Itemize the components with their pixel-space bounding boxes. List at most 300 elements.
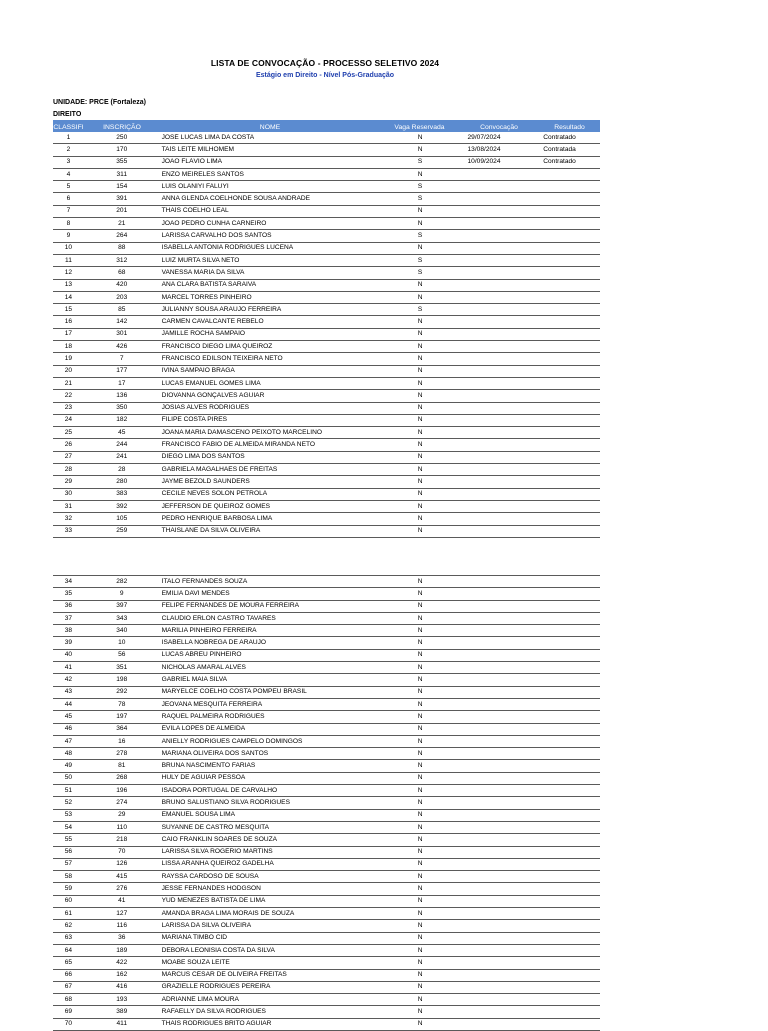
table-row <box>53 452 600 464</box>
cell-inscricao: 343 <box>116 614 128 622</box>
cell-inscricao: 311 <box>116 170 127 178</box>
cell-vaga: S <box>417 158 423 166</box>
cell-vaga: N <box>417 219 423 227</box>
cell-vaga: N <box>417 502 423 510</box>
cell-inscricao: 36 <box>118 934 126 942</box>
table-row <box>53 157 600 169</box>
table-row <box>53 439 600 451</box>
cell-nome: MOABE SOUZA LEITE <box>161 958 230 966</box>
cell-nome: JOSÉ LUCAS LIMA DA COSTA <box>161 133 255 141</box>
cell-inscricao: 16 <box>118 737 126 745</box>
cell-classif: 4 <box>66 170 71 178</box>
cell-nome: MARCEL TORRES PINHEIRO <box>161 293 252 301</box>
cell-inscricao: 70 <box>118 848 126 856</box>
cell-nome: GRAZIELLE RODRIGUES PEREIRA <box>161 983 271 991</box>
cell-classif: 5 <box>66 182 71 190</box>
cell-vaga: N <box>417 453 423 461</box>
table-row <box>53 834 600 846</box>
cell-inscricao: 170 <box>116 145 128 153</box>
table-row <box>53 489 600 501</box>
cell-nome: CECILE NEVES SOLON PETROLA <box>161 490 268 498</box>
document-subtitle: Estágio em Direito - Nível Pós-Graduação <box>255 72 395 79</box>
cell-inscricao: 350 <box>116 404 128 412</box>
cell-classif: 66 <box>64 971 73 979</box>
cell-classif: 47 <box>64 737 73 745</box>
cell-classif: 67 <box>64 983 73 991</box>
cell-vaga: N <box>417 354 423 362</box>
table-row <box>53 748 600 760</box>
cell-inscricao: 154 <box>116 182 128 190</box>
cell-inscricao: 110 <box>116 823 127 831</box>
cell-classif: 3 <box>66 158 71 166</box>
cell-nome: CLAUDIO ERLON CASTRO TAVARES <box>161 614 276 622</box>
table-row <box>53 699 600 711</box>
cell-nome: CARMEN CAVALCANTE REBELO <box>161 318 264 326</box>
table-row <box>53 366 600 378</box>
cell-nome: GABRIELA MAGALHÃES DE FREITAS <box>161 465 278 473</box>
cell-nome: LUCAS ABREU PINHEIRO <box>161 651 242 659</box>
cell-vaga: N <box>417 774 423 782</box>
cell-nome: LARISSA CARVALHO DOS SANTOS <box>161 232 272 240</box>
header-inscricao: INSCRIÇÃO <box>103 124 141 131</box>
table-row <box>53 724 600 736</box>
cell-vaga: N <box>417 958 423 966</box>
cell-nome: MARÍLIA PINHEIRO FERREIRA <box>161 626 257 634</box>
cell-inscricao: 198 <box>116 676 128 684</box>
table-row <box>53 760 600 772</box>
cell-inscricao: 29 <box>118 811 126 819</box>
cell-classif: 59 <box>64 885 73 893</box>
table-row <box>53 625 600 637</box>
cell-vaga: N <box>417 909 423 917</box>
cell-classif: 22 <box>64 391 73 399</box>
cell-inscricao: 312 <box>116 256 128 264</box>
cell-vaga: S <box>417 232 423 240</box>
cell-classif: 9 <box>66 232 71 240</box>
cell-inscricao: 218 <box>116 835 128 843</box>
cell-classif: 45 <box>64 712 73 720</box>
table-row <box>53 1019 600 1031</box>
table-row <box>53 206 600 218</box>
cell-nome: MARYELCE COELHO COSTA POMPEU BRASIL <box>161 688 307 696</box>
cell-vaga: S <box>417 268 423 276</box>
cell-classif: 34 <box>64 577 73 585</box>
table-row <box>53 736 600 748</box>
cell-classif: 58 <box>64 872 73 880</box>
table-row <box>53 230 600 242</box>
cell-inscricao: 276 <box>116 885 128 893</box>
table-row <box>53 378 600 390</box>
cell-nome: JULIANNY SOUSA ARAÚJO FERREIRA <box>161 305 282 313</box>
cell-classif: 65 <box>64 958 73 966</box>
cell-vaga: N <box>417 700 423 708</box>
cell-nome: ENZO MEIRELES SANTOS <box>161 170 244 178</box>
cell-classif: 15 <box>64 305 73 313</box>
cell-classif: 2 <box>66 145 71 153</box>
cell-classif: 42 <box>64 676 73 684</box>
cell-vaga: N <box>417 367 423 375</box>
cell-vaga: N <box>417 848 423 856</box>
cell-vaga: N <box>417 342 423 350</box>
table-row <box>53 785 600 797</box>
cell-vaga: N <box>417 614 423 622</box>
cell-classif: 30 <box>64 490 73 498</box>
cell-vaga: N <box>417 379 423 387</box>
cell-classif: 48 <box>64 749 73 757</box>
cell-nome: LARISSA DA SILVA OLIVEIRA <box>161 921 252 929</box>
cell-nome: LUIZ MURTA SILVA NETO <box>161 256 240 264</box>
cell-nome: DIEGO LIMA DOS SANTOS <box>161 453 245 461</box>
cell-nome: JOANA MARIA DAMASCENO PEIXOTO MARCELINO <box>161 428 322 436</box>
cell-inscricao: 411 <box>116 1020 127 1028</box>
cell-inscricao: 278 <box>116 749 128 757</box>
cell-vaga: N <box>417 749 423 757</box>
cell-inscricao: 201 <box>116 207 128 215</box>
table-row <box>53 1006 600 1018</box>
table-row <box>53 304 600 316</box>
cell-inscricao: 142 <box>116 318 128 326</box>
cell-inscricao: 422 <box>116 958 128 966</box>
cell-inscricao: 56 <box>118 651 126 659</box>
cell-inscricao: 127 <box>116 909 128 917</box>
cell-vaga: N <box>417 737 423 745</box>
cell-inscricao: 45 <box>118 428 126 436</box>
cell-nome: BRUNO SALUSTIANO SILVA RODRIGUES <box>161 798 290 806</box>
cell-inscricao: 244 <box>116 441 128 449</box>
cell-classif: 31 <box>64 502 73 510</box>
cell-classif: 19 <box>64 354 73 362</box>
cell-classif: 49 <box>64 762 73 770</box>
cell-vaga: N <box>417 477 423 485</box>
cell-inscricao: 274 <box>116 798 128 806</box>
cell-classif: 7 <box>66 207 71 215</box>
cell-vaga: S <box>417 256 423 264</box>
cell-nome: MARIANA TIMBÓ CID <box>161 934 228 942</box>
table-row <box>53 933 600 945</box>
cell-classif: 53 <box>64 811 73 819</box>
cell-inscricao: 182 <box>116 416 128 424</box>
cell-vaga: N <box>417 527 423 535</box>
cell-vaga: N <box>417 983 423 991</box>
cell-nome: ANIELLY RODRIGUES CAMPELO DOMINGOS <box>161 737 303 745</box>
cell-classif: 41 <box>64 663 73 671</box>
table-row <box>53 427 600 439</box>
cell-vaga: S <box>417 182 423 190</box>
cell-classif: 60 <box>64 897 73 905</box>
cell-classif: 69 <box>64 1008 73 1016</box>
cell-inscricao: 116 <box>116 921 127 929</box>
table-row <box>53 353 600 365</box>
cell-vaga: N <box>417 416 423 424</box>
cell-classif: 6 <box>66 195 71 203</box>
cell-nome: JAYME BEZOLD SAUNDERS <box>161 477 250 485</box>
cell-inscricao: 78 <box>118 700 126 708</box>
cell-nome: MARCUS CÉSAR DE OLIVEIRA FREITAS <box>161 971 287 979</box>
cell-vaga: N <box>417 330 423 338</box>
cell-nome: AMANDA BRAGA LIMA MORAIS DE SOUZA <box>161 909 295 917</box>
cell-inscricao: 351 <box>116 663 128 671</box>
cell-classif: 63 <box>64 934 73 942</box>
cell-classif: 25 <box>64 428 73 436</box>
cell-vaga: N <box>417 651 423 659</box>
cell-nome: TAÍS LEITE MILHOMEM <box>161 145 235 153</box>
cell-inscricao: 280 <box>116 477 128 485</box>
table-row <box>53 476 600 488</box>
cell-inscricao: 28 <box>118 465 126 473</box>
cell-inscricao: 203 <box>116 293 128 301</box>
cell-nome: ISABELLA NÓBREGA DE ARAÚJO <box>161 639 267 647</box>
table-row <box>53 871 600 883</box>
cell-nome: DIOVANNA GONÇALVES AGUIAR <box>161 391 265 399</box>
cell-vaga: N <box>417 428 423 436</box>
cell-inscricao: 250 <box>116 133 128 141</box>
header-convocacao: Convocação <box>480 124 518 131</box>
table-row <box>53 957 600 969</box>
cell-nome: LISSA ARANHA QUEIROZ GADELHA <box>161 860 274 868</box>
cell-vaga: N <box>417 514 423 522</box>
course-label: DIREITO <box>53 111 82 118</box>
cell-nome: HULY DE AGUIAR PESSOA <box>161 774 246 782</box>
cell-vaga: N <box>417 133 423 141</box>
cell-inscricao: 397 <box>116 602 128 610</box>
cell-nome: JAMILLE ROCHA SAMPAIO <box>161 330 246 338</box>
cell-inscricao: 391 <box>116 195 128 203</box>
table-row <box>53 329 600 341</box>
table-row <box>53 316 600 328</box>
cell-inscricao: 21 <box>118 219 126 227</box>
cell-classif: 20 <box>64 367 73 375</box>
table-row <box>53 883 600 895</box>
table-row <box>53 501 600 513</box>
cell-convocacao: 10/09/2024 <box>467 158 501 166</box>
cell-vaga: N <box>417 1008 423 1016</box>
cell-vaga: N <box>417 688 423 696</box>
cell-classif: 36 <box>64 602 73 610</box>
cell-vaga: N <box>417 639 423 647</box>
cell-nome: ADRIANNE LIMA MOURA <box>161 995 239 1003</box>
cell-classif: 54 <box>64 823 73 831</box>
cell-inscricao: 383 <box>116 490 128 498</box>
cell-vaga: N <box>417 835 423 843</box>
cell-classif: 12 <box>64 268 73 276</box>
table-row <box>53 945 600 957</box>
cell-vaga: N <box>417 318 423 326</box>
cell-classif: 37 <box>64 614 73 622</box>
cell-inscricao: 177 <box>116 367 128 375</box>
cell-inscricao: 392 <box>116 502 128 510</box>
cell-classif: 10 <box>64 244 73 252</box>
table-row <box>53 613 600 625</box>
table-row <box>53 415 600 427</box>
cell-vaga: N <box>417 995 423 1003</box>
table-row <box>53 687 600 699</box>
cell-nome: RAQUEL PALMEIRA RODRIGUES <box>161 712 265 720</box>
cell-vaga: N <box>417 798 423 806</box>
cell-vaga: N <box>417 811 423 819</box>
table-row <box>53 650 600 662</box>
cell-nome: ISABELLA ANTÔNIA RODRIGUES LUCENA <box>161 244 294 252</box>
header-nome: NOME <box>259 124 281 131</box>
table-row <box>53 218 600 230</box>
cell-vaga: N <box>417 490 423 498</box>
cell-classif: 70 <box>64 1020 73 1028</box>
table-row <box>53 181 600 193</box>
cell-inscricao: 41 <box>118 897 126 905</box>
cell-inscricao: 415 <box>116 872 128 880</box>
cell-classif: 33 <box>64 527 73 535</box>
cell-vaga: N <box>417 281 423 289</box>
cell-inscricao: 355 <box>116 158 128 166</box>
table-header <box>53 120 600 132</box>
cell-vaga: N <box>417 762 423 770</box>
cell-nome: LUIS OLANIYI FALUYI <box>161 182 229 190</box>
cell-classif: 38 <box>64 626 73 634</box>
header-vaga-reservada: Vaga Reservada <box>394 124 445 131</box>
table-row <box>53 970 600 982</box>
cell-classif: 11 <box>65 256 72 264</box>
cell-inscricao: 88 <box>118 244 126 252</box>
cell-vaga: N <box>417 244 423 252</box>
cell-nome: FRANCISCO EDILSON TEIXEIRA NETO <box>161 354 283 362</box>
cell-nome: ANA CLARA BATISTA SARAIVA <box>161 281 257 289</box>
cell-nome: ANNA GLENDA COELHONDE SOUSA ANDRADE <box>161 195 311 203</box>
cell-inscricao: 389 <box>116 1008 128 1016</box>
cell-classif: 56 <box>64 848 73 856</box>
cell-nome: MARIANA OLIVEIRA DOS SANTOS <box>161 749 269 757</box>
cell-vaga: N <box>417 293 423 301</box>
cell-inscricao: 85 <box>118 305 126 313</box>
cell-nome: RAYSSA CARDOSO DE SOUSA <box>161 872 259 880</box>
table-row <box>53 243 600 255</box>
document-title: LISTA DE CONVOCAÇÃO - PROCESSO SELETIVO 2024 <box>210 58 440 68</box>
table-row <box>53 773 600 785</box>
cell-vaga: N <box>417 170 423 178</box>
cell-classif: 23 <box>64 404 73 412</box>
cell-nome: EMILIA DAVI MENDES <box>161 589 230 597</box>
cell-nome: FRANCISCO DIEGO LIMA QUEIROZ <box>161 342 273 350</box>
header-classif: CLASSIFI <box>53 124 84 131</box>
cell-convocacao: 13/08/2024 <box>467 145 501 153</box>
table-row <box>53 601 600 613</box>
cell-classif: 62 <box>64 921 73 929</box>
cell-nome: RAFAELLY DA SILVA RODRIGUES <box>161 1008 266 1016</box>
cell-vaga: N <box>417 823 423 831</box>
cell-inscricao: 189 <box>116 946 128 954</box>
cell-inscricao: 17 <box>118 379 126 387</box>
unit-label: UNIDADE: PRCE (Fortaleza) <box>53 99 146 106</box>
table-row <box>53 822 600 834</box>
table-row <box>53 280 600 292</box>
cell-classif: 18 <box>64 342 73 350</box>
cell-vaga: N <box>417 885 423 893</box>
table-row <box>53 847 600 859</box>
table-row <box>53 588 600 600</box>
cell-classif: 35 <box>64 589 73 597</box>
cell-vaga: N <box>417 602 423 610</box>
cell-nome: THAISLANE DA SILVA OLIVEIRA <box>161 527 261 535</box>
cell-nome: VANESSA MARIA DA SILVA <box>161 268 245 276</box>
table-row <box>53 526 600 538</box>
cell-inscricao: 7 <box>119 354 124 362</box>
cell-nome: GABRIEL MAIA SILVA <box>161 676 228 684</box>
table-row <box>53 144 600 156</box>
cell-vaga: N <box>417 786 423 794</box>
table-row <box>53 267 600 279</box>
cell-inscricao: 264 <box>116 232 128 240</box>
cell-vaga: N <box>417 441 423 449</box>
cell-vaga: N <box>417 589 423 597</box>
cell-classif: 21 <box>64 379 73 387</box>
convocation-table-page-2 <box>53 576 600 1031</box>
table-row <box>53 637 600 649</box>
cell-inscricao: 282 <box>116 577 128 585</box>
table-row <box>53 797 600 809</box>
cell-inscricao: 292 <box>116 688 128 696</box>
table-row <box>53 255 600 267</box>
cell-classif: 68 <box>64 995 73 1003</box>
cell-classif: 24 <box>64 416 73 424</box>
cell-inscricao: 68 <box>118 268 126 276</box>
cell-vaga: N <box>417 934 423 942</box>
cell-classif: 39 <box>64 639 73 647</box>
cell-classif: 51 <box>64 786 73 794</box>
table-row <box>53 464 600 476</box>
cell-vaga: N <box>417 577 423 585</box>
table-row <box>53 810 600 822</box>
cell-vaga: N <box>417 712 423 720</box>
cell-nome: IVINA SAMPAIO BRAGA <box>161 367 235 375</box>
table-row <box>53 920 600 932</box>
cell-classif: 17 <box>64 330 73 338</box>
cell-nome: ÉVILA LOPES DE ALMEIDA <box>161 725 246 733</box>
cell-classif: 57 <box>64 860 73 868</box>
cell-vaga: N <box>417 145 423 153</box>
cell-nome: THAÍS COELHO LEAL <box>161 207 229 215</box>
cell-inscricao: 301 <box>116 330 128 338</box>
cell-classif: 1 <box>66 133 71 141</box>
cell-vaga: N <box>417 391 423 399</box>
cell-classif: 26 <box>64 441 73 449</box>
cell-inscricao: 426 <box>116 342 128 350</box>
cell-classif: 28 <box>64 465 73 473</box>
cell-classif: 16 <box>64 318 73 326</box>
cell-inscricao: 9 <box>119 589 124 597</box>
cell-inscricao: 126 <box>116 860 128 868</box>
cell-nome: LARISSA SILVA ROGÉRIO MARTINS <box>161 848 273 856</box>
cell-nome: THAÍS RODRIGUES BRITO AGUIAR <box>161 1020 272 1028</box>
table-row <box>53 292 600 304</box>
table-row <box>53 513 600 525</box>
table-row <box>53 908 600 920</box>
cell-inscricao: 340 <box>116 626 128 634</box>
cell-classif: 44 <box>64 700 73 708</box>
cell-classif: 27 <box>64 453 73 461</box>
table-row <box>53 711 600 723</box>
cell-nome: FRANCISCO FÁBIO DE ALMEIDA MIRANDA NETO <box>161 441 316 449</box>
cell-resultado: Contratado <box>543 158 576 166</box>
cell-nome: JOSIAS ALVES RODRIGUES <box>161 404 250 412</box>
cell-vaga: N <box>417 676 423 684</box>
table-row <box>53 994 600 1006</box>
cell-inscricao: 10 <box>118 639 126 647</box>
cell-inscricao: 105 <box>116 514 128 522</box>
cell-nome: JOÃO FLÁVIO LIMA <box>161 158 223 166</box>
cell-inscricao: 193 <box>116 995 128 1003</box>
cell-nome: JESSE FERNANDES HODGSON <box>161 885 261 893</box>
cell-classif: 61 <box>64 909 73 917</box>
cell-classif: 14 <box>64 293 73 301</box>
table-row <box>53 674 600 686</box>
